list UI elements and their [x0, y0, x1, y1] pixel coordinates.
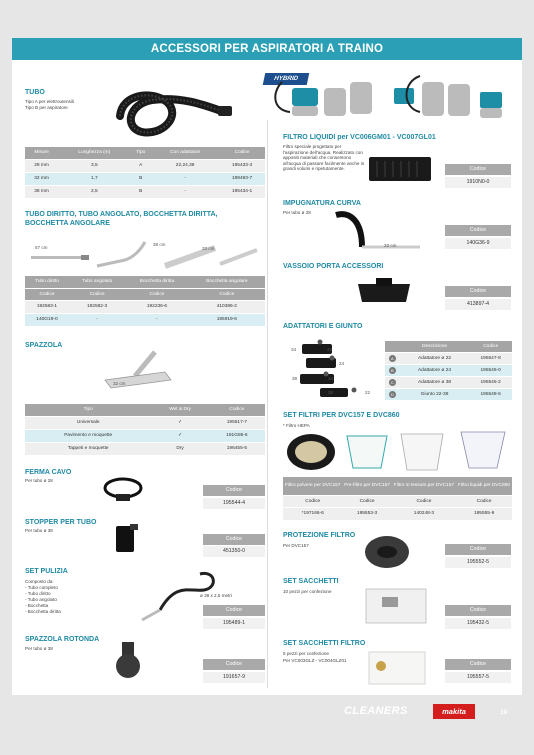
protezione-code: 195552-5 [445, 557, 511, 568]
section-spazzola-title: SPAZZOLA [25, 342, 63, 349]
label-33cm: 33 cm [384, 243, 397, 248]
stopper-desc: Per tubo ø 38 [25, 528, 53, 533]
section-protezione-title: PROTEZIONE FILTRO [283, 532, 356, 539]
vacuum-cleaners-image [262, 62, 518, 124]
spazzola-table: Tipo Wet & Dry Codice Universale ✓ 195517-7 Pavimento e moquette ✓ 191G86-6 Tappeti e moquette Dry 196455-5 [25, 404, 265, 456]
setfiltri-table: Filtro polvere per DVC157 Pre-filtro per DVC157 Filtro in tessuto per DVC157 Filtro liquidi per DVC860 Codice Codice Codice Codice *197166-6 195553-3 140248-3 195555-9 [283, 477, 512, 521]
section-tubo-diritto-title: TUBO DIRITTO, TUBO ANGOLATO, BOCCHETTA DIRITTA, BOCCHETTA ANGOLARE [25, 211, 218, 227]
adattatori-table: Descrizione Codice A Adattatore ø 22 195547-8 B Adattatore ø 24 195546-0 C Adattatore ø 38 195545-2 D Giunto 22-38 195548-6 [385, 341, 512, 401]
makita-logo: makita [433, 704, 475, 719]
sacfiltro-code: 195557-5 [445, 672, 511, 683]
rotonda-code: 191657-9 [203, 672, 265, 683]
check-icon: ✓ [151, 416, 208, 429]
label-57cm: 57 cm [35, 245, 48, 250]
filtro-desc: Filtro speciale progettato per l'aspirazione dell'acqua. Realizzato con appositi materiali che consentono all'acqua di passare facilmente anche in grandi volumi e ripetutamente. [283, 144, 365, 172]
tubo-desc-b: Tipo B per aspiratore [25, 105, 68, 110]
impugnatura-code-header: Codice [445, 225, 511, 236]
pulizia-desc-4: - Bocchetta [25, 603, 49, 608]
adattatori-img-label-3: 38 [292, 376, 298, 381]
filtro-code-header: Codice [445, 164, 511, 175]
section-set-filtri-title: SET FILTRI PER DVC157 E DVC860 [283, 412, 400, 419]
rotonda-code-header: Codice [203, 659, 265, 670]
sacchetti-code: 195432-5 [445, 618, 511, 629]
label-32cm: 32 cm [113, 381, 126, 386]
tubo-table: Misure Lunghezza (m) Tipo Con adattatori Codice 28 mm 3,5 A 22,24,38 195433-3 32 mm 1,7 B - 199493-7 38 mm 2,5 B - 195434-1 [25, 147, 265, 199]
bags-image [360, 585, 434, 627]
stopper-image [112, 522, 140, 556]
label-38cm-b: 33 cm [202, 246, 215, 251]
adattatori-img-label-1: 22 [327, 347, 333, 352]
footer-cleaners: CLEANERS [344, 705, 408, 717]
sacfiltro-desc-1: Per VC003GLZ - VC004GLZ01 [283, 658, 347, 663]
section-impugnatura-title: IMPUGNATURA CURVA [283, 200, 361, 207]
pulizia-desc-2: - Tubo diritto [25, 591, 51, 596]
adattatori-img-label-0: 34 [291, 347, 297, 352]
sacchetti-desc: 10 pezzi per confezione [283, 589, 332, 594]
adattatori-img-label-2: 24 [339, 361, 345, 366]
tubo-desc-a: Tipo A per elettroutensili [25, 99, 74, 104]
rotonda-desc: Per tubo ø 38 [25, 646, 53, 651]
filter-protection-image [360, 530, 414, 572]
section-set-sacchetti-title: SET SACCHETTI [283, 578, 339, 585]
pulizia-desc-0: Composto da: [25, 579, 54, 584]
page-number: 19 [500, 709, 508, 716]
vassoio-code: 413897-4 [445, 299, 511, 310]
sacfiltro-desc-0: 5 pezzi per confezione [283, 651, 329, 656]
section-filtro-liquidi-title: FILTRO LIQUIDI per VC006GM01 - VC007GL01 [283, 134, 436, 141]
impugnatura-code: 140G36-9 [445, 238, 511, 249]
filter-bags-image [365, 646, 433, 690]
pulizia-desc-3: - Tubo angolato [25, 597, 57, 602]
pulizia-desc-5: - Bocchetta diritta [25, 609, 61, 614]
round-brush-image [110, 640, 146, 682]
adattatori-img-label-6: 22 [365, 390, 371, 395]
section-stopper-title: STOPPER PER TUBO [25, 519, 97, 526]
ferma-code-header: Codice [203, 485, 265, 496]
handle-image [296, 207, 426, 253]
column-divider [267, 120, 268, 688]
filtro-code: 1910N0-0 [445, 177, 511, 188]
adattatori-img-label-4: 34 [328, 376, 334, 381]
tubi-table: Tubo diritto Tubo angolato Bocchetta diritta Bocchetta angolare Codice Codice Codice Codice 192583-1 192582-3 192236-6 410386-2 140G19-0 - - 195919-6 [25, 276, 265, 327]
section-vassoio-title: VASSOIO PORTA ACCESSORI [283, 263, 384, 270]
tubes-image [25, 236, 265, 274]
impugnatura-desc: Per tubo ø 28 [283, 210, 311, 215]
page-title: ACCESSORI PER ASPIRATORI A TRAINO [12, 38, 522, 60]
check-icon: ✓ [151, 429, 208, 442]
floor-brush-image [95, 346, 190, 396]
sacfiltro-code-header: Codice [445, 659, 511, 670]
ferma-desc: Per tubo ø 28 [25, 478, 53, 483]
label-38cm-a: 38 cm [153, 242, 166, 247]
section-ferma-cavo-title: FERMA CAVO [25, 469, 72, 476]
protezione-desc: Per DVC157 [283, 543, 309, 548]
stopper-code-header: Codice [203, 534, 265, 545]
setfiltri-desc: * Filtro HEPA [283, 423, 310, 428]
protezione-code-header: Codice [445, 544, 511, 555]
hose-image [112, 84, 234, 142]
pulizia-code: 195489-1 [203, 618, 265, 629]
tray-image [352, 276, 416, 308]
water-filter-image [363, 151, 439, 187]
hybrid-badge: HYBRID [263, 73, 310, 85]
section-tubo-title: TUBO [25, 89, 45, 96]
ferma-code: 195544-4 [203, 498, 265, 509]
stopper-code: 451350-0 [203, 546, 265, 557]
filters-image [283, 428, 513, 474]
section-sacchetti-filtro-title: SET SACCHETTI FILTRO [283, 640, 366, 647]
adattatori-img-label-5: 38 [328, 390, 334, 395]
section-spazzola-rotonda-title: SPAZZOLA ROTONDA [25, 636, 100, 643]
vassoio-code-header: Codice [445, 286, 511, 297]
section-set-pulizia-title: SET PULIZIA [25, 568, 68, 575]
pulizia-desc-1: - Tubo completo [25, 585, 58, 590]
cable-holder-image [102, 476, 144, 502]
section-adattatori-title: ADATTATORI E GIUNTO [283, 323, 363, 330]
pulizia-size: ø 38 x 2,5 metri [200, 593, 232, 598]
sacchetti-code-header: Codice [445, 605, 511, 616]
pulizia-code-header: Codice [203, 605, 265, 616]
